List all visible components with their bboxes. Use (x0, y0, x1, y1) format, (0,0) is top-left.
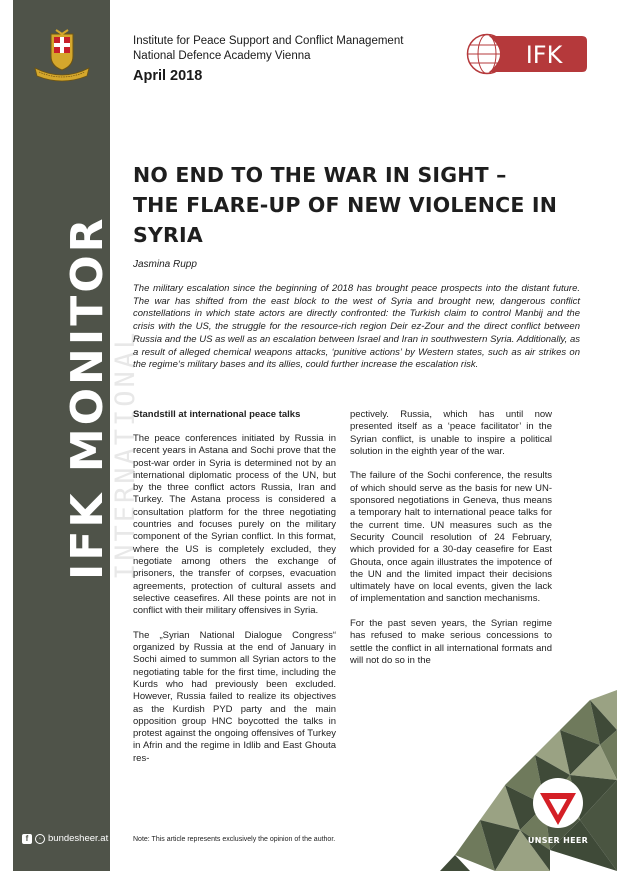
academy-name: National Defence Academy Vienna (133, 49, 311, 62)
ifk-logo-icon (466, 33, 588, 75)
column-right (350, 409, 552, 680)
article-title (133, 160, 563, 250)
facebook-icon[interactable]: f (22, 834, 32, 844)
vertical-series-title (62, 215, 141, 580)
social-url[interactable]: bundesheer.at (48, 833, 109, 844)
unser-heer-brand: UNSER HEER (527, 836, 589, 845)
paragraph: For the past seven years, the Syrian regime has refused to make serious concessions to settle the conflict in all international formats and will not do so in the (350, 618, 552, 666)
title-line-2: THE FLARE-UP OF NEW VIOLENCE IN (133, 193, 558, 217)
column-left (133, 409, 336, 777)
abstract: The military escalation since the beginning of 2018 has brought peace prospects into the distant future. The war has shifted from the east block to the west of Syria and brought new, dangerous conflict constellations in which state actors are directly confronted: the Turkish claim to control Manbij and the crisis with the US, the struggle for the resource-rich region Deir ez-Zour and the direct conflict between Russia and the US as well as an escalation between Israel and Iran in southwestern Syria. Additionally, as a result of alleged chemical weapons attacks, ‘punitive actions’ by Western states, such as air strikes on the regime‘s military bases and its allies, could further increase the escalation risk. (133, 283, 580, 371)
sidebar (13, 0, 141, 871)
social-links (22, 833, 108, 844)
series-title-sub: INTERNATIONAL (110, 329, 141, 580)
instagram-icon[interactable]: ◦ (35, 834, 45, 844)
paragraph: The failure of the Sochi conference, the results of which should serve as the basis for new UN-sponsored negotiations in Geneva, thus means a temporary halt to international peace talks for the current time. UN measures such as the Security Council resolution of 24 February, which provided for a 30-day ceasefire for East Ghouta, once again illustrates the impotence of the UN and the limited impact their decisions ultimately have on local events, given the lack of implementation and sanction mechanisms. (350, 470, 552, 605)
austrian-armed-forces-crest-icon (27, 28, 97, 86)
ifk-logo-text: IFK (525, 41, 563, 69)
publication-date: April 2018 (133, 68, 203, 84)
title-line-3: SYRIA (133, 223, 203, 247)
series-title-main: IFK MONITOR (62, 215, 113, 580)
header (133, 34, 403, 84)
section-heading: Standstill at international peace talks (133, 409, 301, 420)
institute-name: Institute for Peace Support and Conflict Management (133, 35, 404, 47)
title-line-1: NO END TO THE WAR IN SIGHT – (133, 163, 507, 187)
paragraph: The „Syrian National Dialogue Congress“ organized by Russia at the end of January in Sochi aimed to summon all Syrian actors to the negotiating table for the first time, including the Kurds who had previously been excluded. However, Russia failed to realize its objectives as the Kurdish PYD party and the main opposition group HNC boycotted the talks in protest against the ongoing offensives of Turkey in Afrin and the regime in Idlib and East Ghouta res- (133, 629, 336, 764)
paragraph: pectively. Russia, which has until now presented itself as a ‘peace facilitator’ in the Syrian conflict, is unable to inspire a political solution in the eighth year of the war. (350, 409, 552, 457)
footer-note: Note: This article represents exclusively the opinion of the author. (133, 836, 336, 843)
paragraph: The peace conferences initiated by Russia in recent years in Astana and Sochi prove that the post-war order in Syria is determined not by an international diplomatic process of the UN, but by the three conflict actors Russia, Iran and Turkey. The Astana process is considered a consultation platform for the three negotiating countries and focuses purely on the military component of the Syrian conflict. In this format, where the US is completely excluded, they negotiate among others the exchange of prisoners, the transfer of corpses, evacuation agreements, protection of cultural assets and selective ceasefires. All these points are not in conflict with their military offensives in Syria. (133, 433, 336, 617)
author-name: Jasmina Rupp (133, 259, 197, 270)
